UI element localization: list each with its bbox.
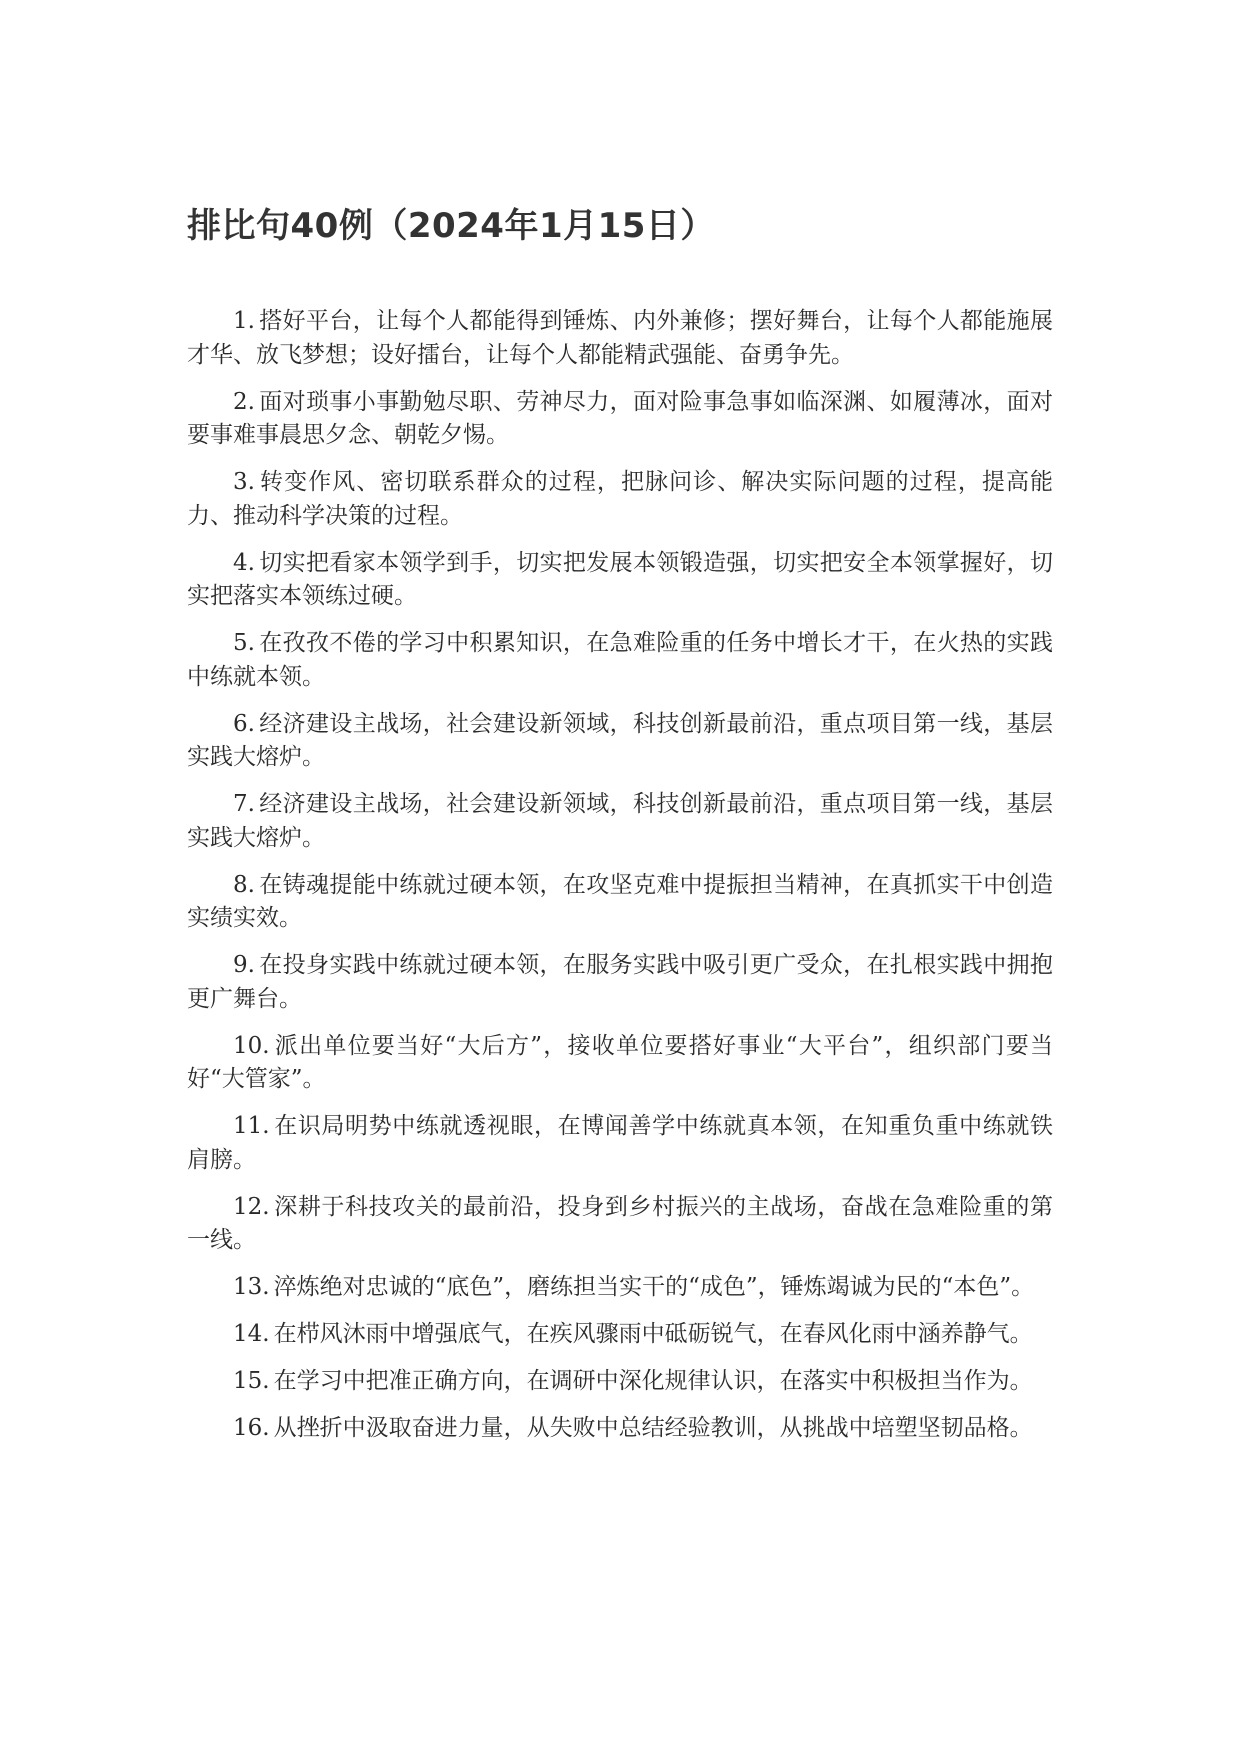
item-number: 6. [233,710,255,737]
list-item-15 [187,1365,1053,1399]
document-body [187,305,1053,1459]
item-text: 派出单位要当好“大后方”，接收单位要搭好事业“大平台”，组织部门要当好“大管家”。 [187,1032,1053,1092]
item-number: 1. [233,308,255,334]
item-number: 13. [233,1274,270,1300]
list-item-13 [187,1271,1053,1305]
item-text: 在识局明势中练就透视眼，在博闻善学中练就真本领，在知重负重中练就铁肩膀。 [187,1113,1053,1173]
item-text: 在学习中把准正确方向，在调研中深化规律认识，在落实中积极担当作为。 [273,1368,1033,1394]
list-item-8 [187,869,1053,936]
list-item-3 [187,466,1053,533]
item-number: 3. [233,469,255,495]
item-number: 15. [233,1368,270,1394]
item-number: 5. [233,630,255,656]
list-item-6 [187,708,1053,775]
list-item-2 [187,386,1053,453]
item-text: 在铸魂提能中练就过硬本领，在攻坚克难中提振担当精神，在真抓实干中创造实绩实效。 [187,871,1053,931]
list-item-14 [187,1318,1053,1352]
list-item-7 [187,788,1053,855]
item-number: 12. [233,1193,270,1220]
item-text: 面对琐事小事勤勉尽职、劳神尽力，面对险事急事如临深渊、如履薄冰，面对要事难事晨思夕念、朝乾夕惕。 [187,388,1053,448]
item-number: 11. [233,1113,270,1139]
item-number: 9. [233,952,255,978]
item-text: 深耕于科技攻关的最前沿，投身到乡村振兴的主战场，奋战在急难险重的第一线。 [187,1193,1053,1253]
item-number: 14. [233,1321,270,1347]
list-item-9 [187,949,1053,1016]
item-number: 7. [233,791,255,817]
list-item-5 [187,627,1053,694]
item-number: 8. [233,871,255,898]
list-item-1 [187,305,1053,372]
item-number: 2. [233,388,255,415]
item-number: 4. [233,549,255,576]
page-title: 排比句40例（2024年1月15日） [187,206,715,246]
item-text: 在孜孜不倦的学习中积累知识，在急难险重的任务中增长才干，在火热的实践中练就本领。 [187,630,1053,690]
item-text: 淬炼绝对忠诚的“底色”，磨练担当实干的“成色”，锤炼竭诚为民的“本色”。 [273,1274,1035,1300]
list-item-4 [187,547,1053,614]
item-number: 16. [233,1415,270,1441]
item-text: 切实把看家本领学到手，切实把发展本领锻造强，切实把安全本领掌握好，切实把落实本领练过硬。 [187,549,1053,609]
item-text: 经济建设主战场，社会建设新领域，科技创新最前沿，重点项目第一线，基层实践大熔炉。 [187,791,1053,851]
item-text: 经济建设主战场，社会建设新领域，科技创新最前沿，重点项目第一线，基层实践大熔炉。 [187,710,1053,770]
item-text: 在栉风沐雨中增强底气，在疾风骤雨中砥砺锐气，在春风化雨中涵养静气。 [273,1321,1033,1347]
item-text: 在投身实践中练就过硬本领，在服务实践中吸引更广受众，在扎根实践中拥抱更广舞台。 [187,952,1053,1012]
list-item-16 [187,1412,1053,1446]
item-text: 转变作风、密切联系群众的过程，把脉问诊、解决实际问题的过程，提高能力、推动科学决策的过程。 [187,469,1053,529]
item-text: 搭好平台，让每个人都能得到锤炼、内外兼修；摆好舞台，让每个人都能施展才华、放飞梦想；设好擂台，让每个人都能精武强能、奋勇争先。 [187,308,1053,368]
item-text: 从挫折中汲取奋进力量，从失败中总结经验教训，从挑战中培塑坚韧品格。 [273,1415,1033,1441]
list-item-12 [187,1191,1053,1258]
list-item-11 [187,1110,1053,1177]
list-item-10 [187,1030,1053,1097]
item-number: 10. [233,1032,270,1059]
